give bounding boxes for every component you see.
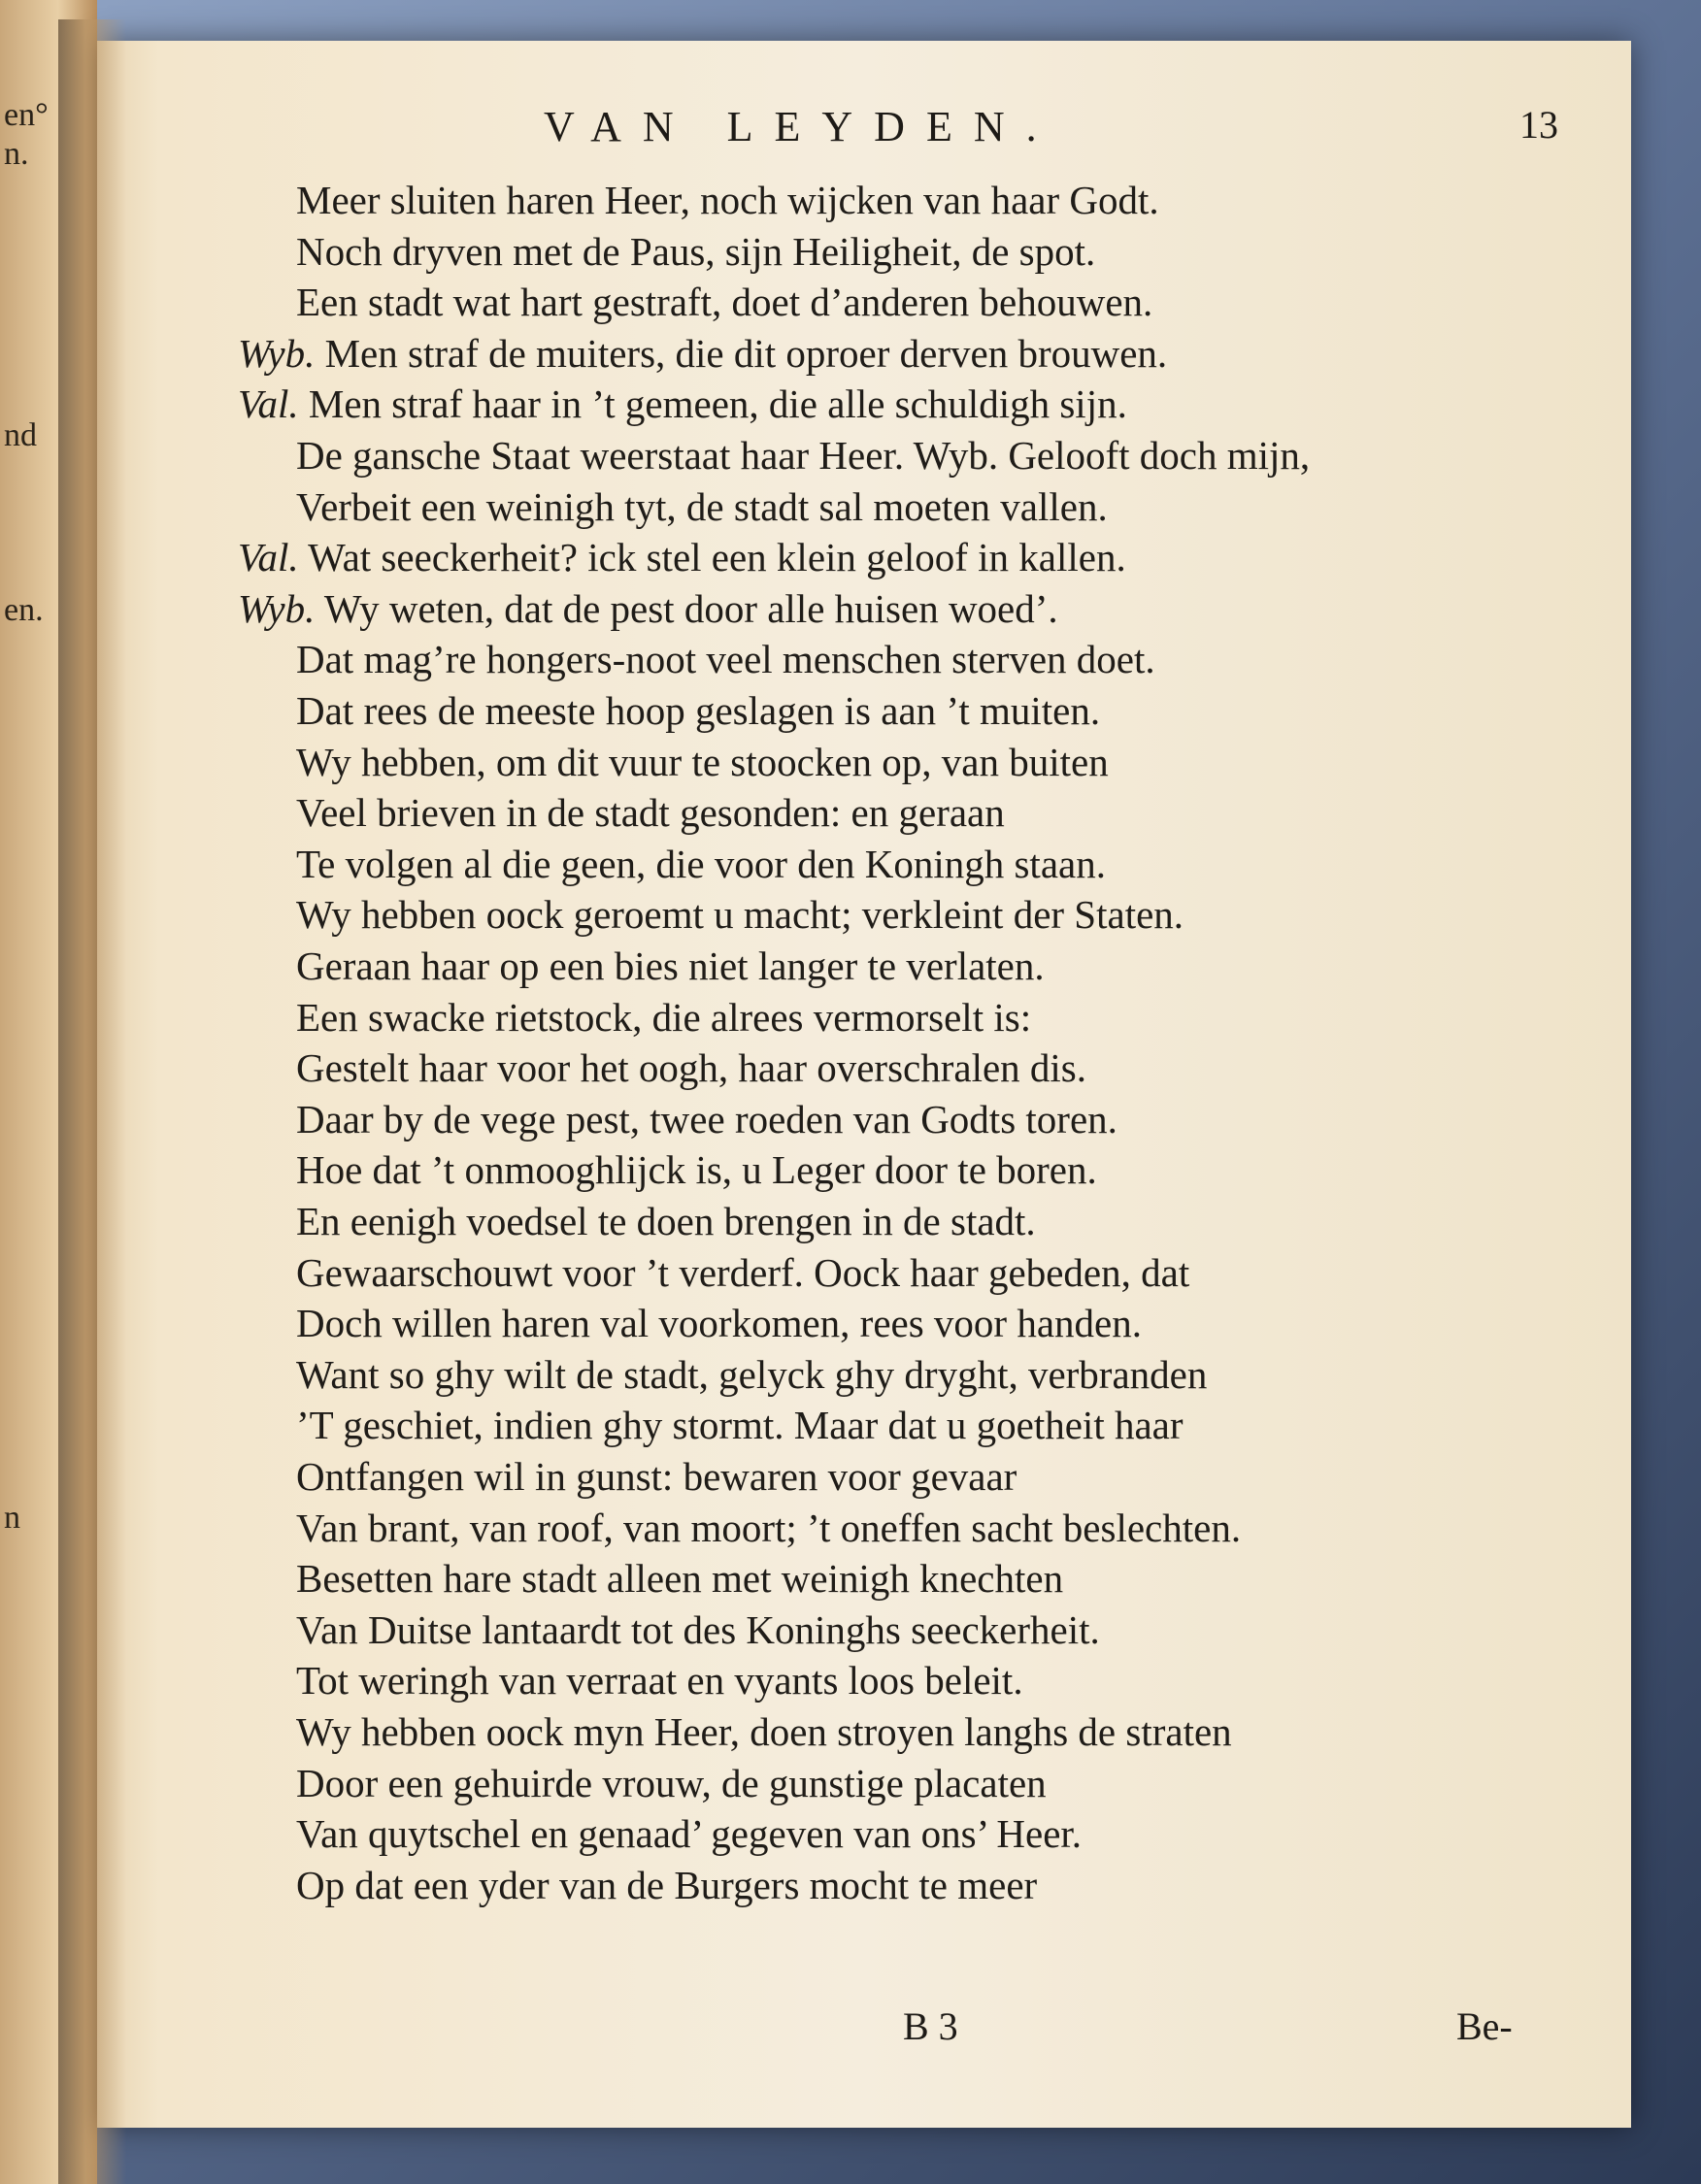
verse-text: Wy hebben, om dit vuur te stoocken op, van buiten (296, 739, 1109, 784)
verse-text: Gestelt haar voor het oogh, haar overschralen dis. (296, 1045, 1087, 1091)
verse-line (296, 1553, 1063, 1604)
verse-line (296, 1605, 1100, 1655)
verse-text: Men straf de muiters, die dit oproer derven brouwen. (324, 330, 1168, 376)
verse-line (296, 787, 1005, 838)
facing-page-fragment: en° (4, 97, 49, 133)
verse-text: De gansche Staat weerstaat haar Heer. Wyb. Gelooft doch mijn, (296, 433, 1311, 478)
verse-text: Te volgen al die geen, die voor den Koningh staan. (296, 841, 1106, 886)
verse-line (296, 992, 1031, 1042)
verse-text: ’T geschiet, indien ghy stormt. Maar dat u goetheit haar (296, 1403, 1184, 1448)
verse-line (296, 1094, 1117, 1144)
verse-line (296, 1706, 1232, 1757)
verse-text: Noch dryven met de Paus, sijn Heiligheit, de spot. (296, 228, 1096, 274)
verse-text: Wat seeckerheit? ick stel een klein geloof in kallen. (308, 535, 1126, 580)
speaker-label: Wyb. (238, 330, 316, 376)
verse-line (238, 379, 1127, 429)
verse-line (238, 583, 1058, 634)
verse-text: Geraan haar op een bies niet langer te verlaten. (296, 943, 1045, 988)
verse-line (296, 634, 1155, 684)
verse-text: Wy hebben oock myn Heer, doen stroyen langhs de straten (296, 1709, 1232, 1754)
verse-text: Want so ghy wilt de stadt, gelyck ghy dryght, verbranden (296, 1351, 1208, 1397)
verse-line (296, 226, 1095, 277)
verse-line (296, 1400, 1184, 1450)
verse-line (296, 1144, 1097, 1195)
verse-line (296, 175, 1159, 225)
facing-page-fragment: en. (4, 592, 44, 628)
verse-text: Meer sluiten haren Heer, noch wijcken van haar Godt. (296, 178, 1159, 222)
facing-page-fragment: n (4, 1500, 20, 1536)
facing-page-fragment: n. (4, 136, 29, 172)
verse-text: Een swacke rietstock, die alrees vermorselt is: (296, 994, 1032, 1040)
verse-text: Door een gehuirde vrouw, de gunstige placaten (296, 1760, 1047, 1805)
speaker-label: Val. (238, 535, 299, 580)
verse-line (296, 277, 1152, 327)
verse-text: Dat rees de meeste hoop geslagen is aan ’t muiten. (296, 688, 1101, 733)
verse-line (238, 532, 1126, 582)
verse-line (296, 1298, 1142, 1348)
verse-text: Ontfangen wil in gunst: bewaren voor gevaar (296, 1454, 1017, 1499)
catchword: Be- (1456, 2004, 1513, 2048)
verse-text: Wy weten, dat de pest door alle huisen woed’. (323, 585, 1058, 631)
verse-text: Besetten hare stadt alleen met weinigh knechten (296, 1556, 1064, 1602)
verse-text: Tot weringh van verraat en vyants loos beleit. (296, 1658, 1023, 1704)
verse-line (296, 1349, 1207, 1400)
speaker-label: Wyb. (238, 585, 316, 631)
verse-line (296, 1655, 1023, 1705)
verse-text: Gewaarschouwt voor ’t verderf. Oock haar gebeden, dat (296, 1249, 1190, 1295)
verse-text: Veel brieven in de stadt gesonden: en geraan (296, 790, 1005, 836)
verse-text: Men straf haar in ’t gemeen, die alle schuldigh sijn. (308, 381, 1127, 427)
verse-text: Van brant, van roof, van moort; ’t oneffen sacht beslechten. (296, 1505, 1242, 1550)
verse-text: Een stadt wat hart gestraft, doet d’anderen behouwen. (296, 280, 1153, 325)
verse-line (296, 1808, 1082, 1859)
verse-line (296, 1196, 1036, 1246)
running-head: VAN LEYDEN. (544, 103, 1058, 150)
verse-line (296, 1860, 1037, 1910)
verse-line (296, 1758, 1047, 1808)
verse-line (296, 430, 1310, 480)
page-number: 13 (1519, 103, 1558, 147)
verse-line (296, 1503, 1241, 1553)
verse-text: Daar by de vege pest, twee roeden van Godts toren. (296, 1096, 1117, 1142)
verse-line (296, 889, 1184, 940)
facing-page-fragment: nd (4, 417, 37, 453)
verse-line (296, 1451, 1017, 1502)
printer-signature: B 3 (903, 2004, 958, 2048)
verse-line (296, 685, 1100, 736)
verse-text: Van quytschel en genaad’ gegeven van ons’ Heer. (296, 1811, 1083, 1857)
verse-line (296, 737, 1109, 787)
book-spine-shadow (58, 19, 126, 2184)
verse-line (296, 481, 1108, 532)
verse-text: Verbeit een weinigh tyt, de stadt sal moeten vallen. (296, 483, 1108, 529)
verse-text: Doch willen haren val voorkomen, rees voor handen. (296, 1301, 1142, 1346)
verse-text: Dat mag’re hongers-noot veel menschen sterven doet. (296, 637, 1155, 682)
verse-line (296, 941, 1045, 991)
verse-line (296, 1042, 1086, 1093)
verse-text: Op dat een yder van de Burgers mocht te meer (296, 1862, 1038, 1907)
verse-line (238, 328, 1167, 379)
speaker-label: Val. (238, 381, 299, 427)
verse-text: En eenigh voedsel te doen brengen in de stadt. (296, 1199, 1036, 1243)
verse-text: Van Duitse lantaardt tot des Koninghs seeckerheit. (296, 1606, 1100, 1652)
verse-line (296, 839, 1106, 889)
facing-page-text (0, 0, 58, 2184)
verse-text: Hoe dat ’t onmooghlijck is, u Leger door te boren. (296, 1147, 1097, 1193)
verse-text: Wy hebben oock geroemt u macht; verkleint der Staten. (296, 892, 1184, 938)
verse-line (296, 1247, 1189, 1298)
